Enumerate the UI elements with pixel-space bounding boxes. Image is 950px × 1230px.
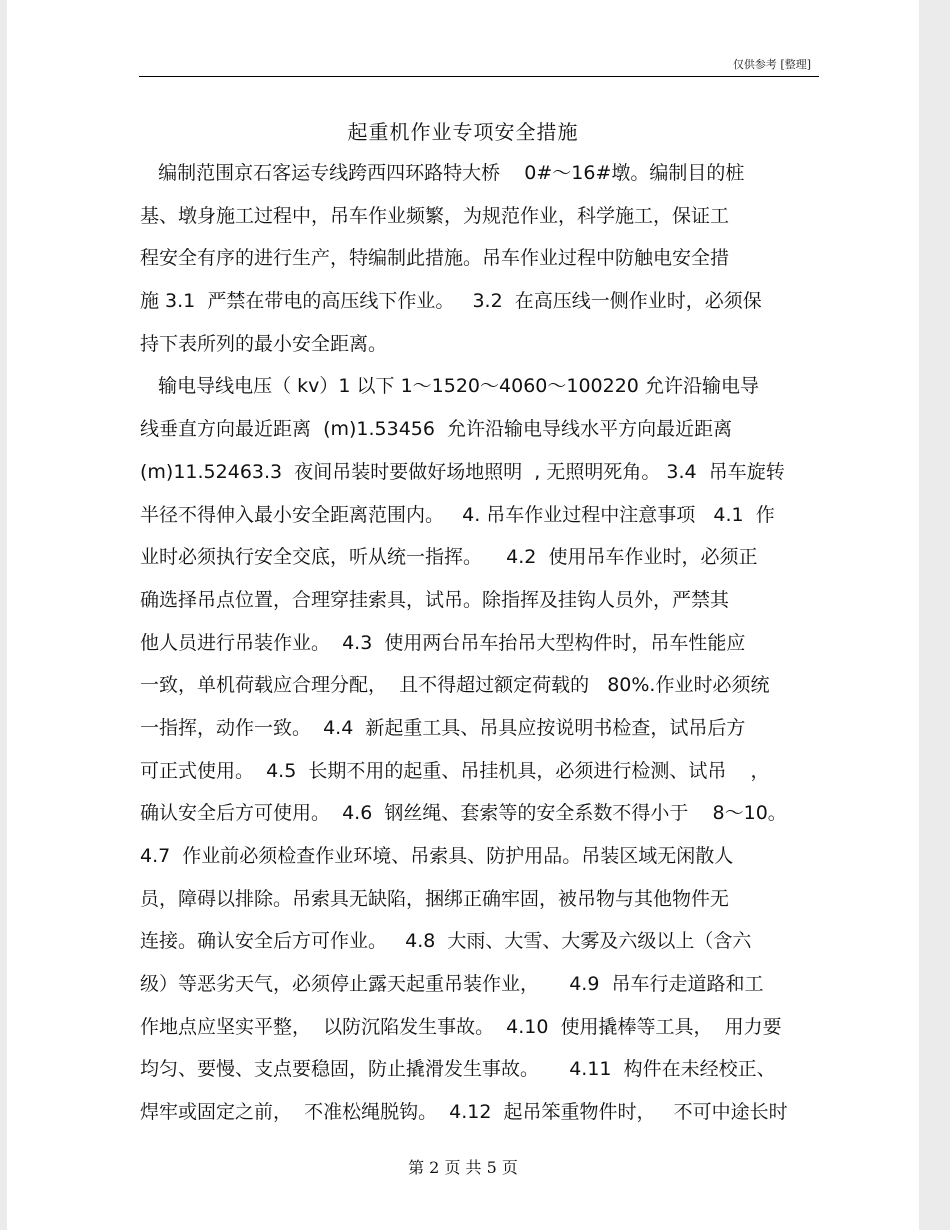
text-line: 一指挥，动作一致。 4.4 新起重工具、吊具应按说明书检查，试吊后方 — [140, 716, 746, 739]
text-line: 输电导线电压（ kv）1 以下 1～1520～4060～100220 允许沿输电导 — [140, 375, 759, 398]
text-line: 可正式使用。 4.5 长期不用的起重、吊挂机具，必须进行检测、试吊 ， — [140, 759, 770, 782]
text-line: 级）等恶劣天气，必须停止露天起重吊装作业， 4.9 吊车行走道路和工 — [140, 973, 764, 996]
text-line: 业时必须执行安全交底，听从统一指挥。 4.2 使用吊车作业时，必须正 — [140, 546, 758, 569]
document-page — [7, 0, 919, 1230]
text-line: 线垂直方向最近距离 (m)1.53456 允许沿输电导线水平方向最近距离 — [140, 418, 733, 441]
text-line: 焊牢或固定之前， 不准松绳脱钩。 4.12 起吊笨重物件时， 不可中途长时 — [140, 1101, 788, 1124]
text-line: 均匀、要慢、支点要稳固，防止撬滑发生事故。 4.11 构件在未经校正、 — [140, 1058, 776, 1081]
text-line: 编制范围京石客运专线跨西四环路特大桥 0#～16#墩。编制目的桩 — [140, 162, 745, 184]
text-line: 基、墩身施工过程中，吊车作业频繁，为规范作业，科学施工，保证工 — [140, 204, 730, 227]
text-line: 持下表所列的最小安全距离。 — [140, 332, 388, 355]
header-rule — [139, 76, 819, 77]
text-line: 一致，单机荷载应合理分配， 且不得超过额定荷载的 80%.作业时必须统 — [140, 674, 770, 697]
text-line: 他人员进行吊装作业。 4.3 使用两台吊车抬吊大型构件时，吊车性能应 — [140, 631, 746, 654]
text-line: 员，障碍以排除。吊索具无缺陷，捆绑正确牢固，被吊物与其他物件无 — [140, 887, 730, 910]
text-line: 连接。确认安全后方可作业。 4.8 大雨、大雪、大雾及六级以上（含六 — [140, 930, 752, 953]
text-line: 半径不得伸入最小安全距离范围内。 4. 吊车作业过程中注意事项 4.1 作 — [140, 503, 775, 526]
text-line: 确选择吊点位置，合理穿挂索具，试吊。除指挥及挂钩人员外，严禁其 — [140, 588, 730, 611]
text-line: 程安全有序的进行生产，特编制此措施。吊车作业过程中防触电安全措 — [140, 247, 730, 270]
text-line: 4.7 作业前必须检查作业环境、吊索具、防护用品。吊装区域无闲散人 — [140, 845, 734, 867]
text-line: (m)11.52463.3 夜间吊装时要做好场地照明 , 无照明死角。 3.4 吊车旋转 — [140, 460, 785, 483]
text-line: 施 3.1 严禁在带电的高压线下作业。 3.2 在高压线一侧作业时，必须保 — [140, 290, 762, 313]
page-footer: 第 2 页 共 5 页 — [408, 1158, 518, 1177]
text-line: 作地点应坚实平整， 以防沉陷发生事故。 4.10 使用撬棒等工具， 用力要 — [140, 1015, 782, 1038]
text-line: 确认安全后方可使用。 4.6 钢丝绳、套索等的安全系数不得小于 8～10。 — [140, 802, 787, 825]
document-title: 起重机作业专项安全措施 — [347, 120, 579, 144]
body-text — [140, 152, 820, 1134]
header-note: 仅供参考 [整理] — [732, 58, 811, 71]
